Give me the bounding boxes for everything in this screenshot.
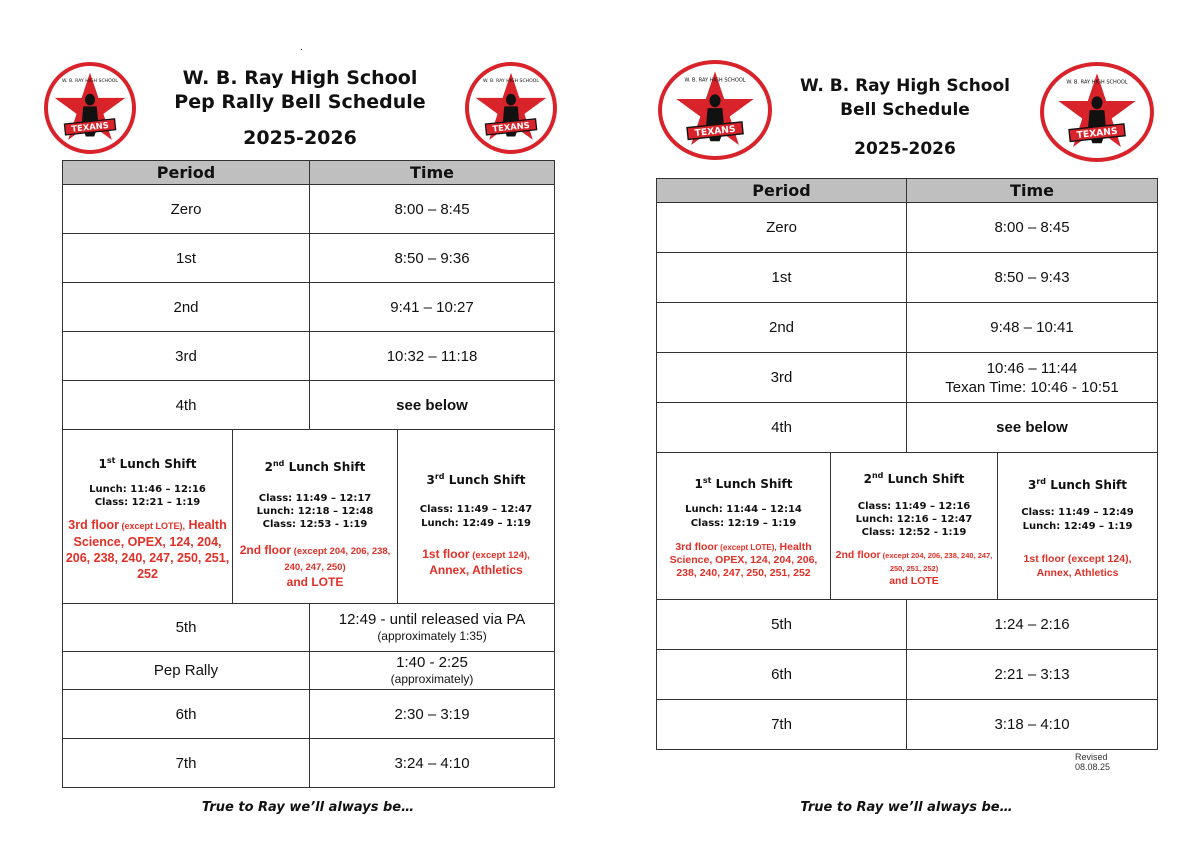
- time-cell: 8:00 – 8:45: [907, 203, 1158, 253]
- time-cell: 12:49 - until released via PA (approximately 1:35): [310, 604, 555, 652]
- period-cell: 3rd: [63, 332, 310, 381]
- school-year: 2025-2026: [854, 139, 956, 159]
- time-cell: 2:21 – 3:13: [907, 650, 1158, 700]
- lunch-time-line: Class: 12:21 – 1:19: [94, 496, 201, 508]
- lunch-shifts-row: [657, 453, 1158, 600]
- lunch-shift-1: [63, 430, 233, 604]
- table-row: [657, 403, 1158, 453]
- period-cell: 4th: [657, 403, 907, 453]
- lunch-locations: 3rd floor (except LOTE), Health Science, OPEX, 124, 204, 206, 238, 240, 247, 250, 251, 252: [669, 541, 818, 579]
- period-cell: Pep Rally: [63, 652, 310, 690]
- lunch-time-line: Lunch: 11:46 – 12:16: [89, 483, 206, 495]
- time-cell: 10:32 – 11:18: [310, 332, 555, 381]
- time-cell: 1:40 - 2:25 (approximately): [310, 652, 555, 690]
- table-row: [63, 185, 555, 234]
- table-row: [63, 332, 555, 381]
- time-cell: 3:18 – 4:10: [907, 700, 1158, 750]
- period-cell: 5th: [63, 604, 310, 652]
- time-cell: 2:30 – 3:19: [310, 690, 555, 739]
- svg-text:TEXANS: TEXANS: [70, 119, 110, 134]
- period-cell: 5th: [657, 600, 907, 650]
- period-cell: 6th: [63, 690, 310, 739]
- table-row: [63, 604, 555, 652]
- school-name: W. B. Ray High School: [182, 67, 418, 89]
- period-header: Period: [63, 161, 310, 185]
- texans-logo: [44, 62, 136, 154]
- lunch-locations: 2nd floor (except 204, 206, 238, 240, 247, 250) and LOTE: [239, 542, 391, 589]
- period-cell: 4th: [63, 381, 310, 430]
- period-cell: 6th: [657, 650, 907, 700]
- lunch-time-line: Class: 11:49 – 12:49: [1021, 506, 1134, 518]
- table-row: [657, 303, 1158, 353]
- star-icon: [48, 66, 132, 150]
- table-row: [63, 283, 555, 332]
- star-icon: [469, 66, 553, 150]
- table-row: [63, 739, 555, 788]
- school-name: W. B. Ray High School: [800, 76, 1010, 96]
- stray-dot: .: [300, 42, 303, 53]
- time-cell: see below: [907, 403, 1158, 453]
- lunch-locations: 1st floor (except 124), Annex, Athletics: [422, 546, 530, 577]
- lunch-locations: 2nd floor (except 204, 206, 238, 240, 247, 250, 251, 252) and LOTE: [835, 548, 993, 587]
- svg-text:W. B. RAY HIGH SCHOOL: W. B. RAY HIGH SCHOOL: [483, 78, 539, 84]
- lunch-shift-title: 3rd Lunch Shift: [1027, 476, 1128, 492]
- time-cell: 1:24 – 2:16: [907, 600, 1158, 650]
- time-cell: 8:50 – 9:43: [907, 253, 1158, 303]
- lunch-shift-title: 2nd Lunch Shift: [264, 458, 366, 474]
- period-cell: Zero: [657, 203, 907, 253]
- footer-motto: True to Ray we’ll always be…: [201, 800, 415, 815]
- lunch-time-line: Lunch: 12:49 – 1:19: [421, 517, 531, 529]
- schedule-title: [780, 74, 1030, 161]
- table-row: [657, 203, 1158, 253]
- lunch-time-line: Class: 12:19 – 1:19: [690, 518, 797, 529]
- period-cell: 2nd: [657, 303, 907, 353]
- lunch-time-line: Class: 11:49 – 12:47: [419, 503, 533, 515]
- lunch-shift-3: [398, 430, 555, 604]
- lunch-shift-title: 3rd Lunch Shift: [426, 471, 526, 487]
- texans-logo: [465, 62, 557, 154]
- lunch-locations: 3rd floor (except LOTE), Health Science, OPEX, 124, 204, 206, 238, 240, 247, 250, 251, 252: [65, 517, 230, 581]
- time-cell: 3:24 – 4:10: [310, 739, 555, 788]
- star-icon: [662, 64, 768, 156]
- time-header: Time: [310, 161, 555, 185]
- schedule-subtitle: Bell Schedule: [840, 100, 970, 120]
- lunch-time-line: Class: 11:49 – 12:16: [857, 500, 971, 512]
- period-cell: 1st: [657, 253, 907, 303]
- lunch-locations: 1st floor (except 124), Annex, Athletics: [1023, 552, 1132, 579]
- period-cell: Zero: [63, 185, 310, 234]
- table-row: [657, 650, 1158, 700]
- time-cell: 9:48 – 10:41: [907, 303, 1158, 353]
- svg-text:W. B. RAY HIGH SCHOOL: W. B. RAY HIGH SCHOOL: [684, 77, 746, 84]
- star-icon: [1044, 66, 1150, 158]
- table-row: [63, 652, 555, 690]
- lunch-shift-1: [657, 453, 831, 600]
- lunch-shift-2: [233, 430, 398, 604]
- revised-date: Revised 08.08.25: [1075, 752, 1111, 772]
- texans-logo: [1040, 62, 1154, 162]
- lunch-shift-title: 2nd Lunch Shift: [863, 470, 965, 486]
- lunch-shift-3: [998, 453, 1158, 600]
- time-cell: see below: [310, 381, 555, 430]
- period-cell: 7th: [63, 739, 310, 788]
- lunch-time-line: Class: 11:49 – 12:17: [258, 492, 372, 504]
- svg-text:W. B. RAY HIGH SCHOOL: W. B. RAY HIGH SCHOOL: [62, 78, 118, 84]
- svg-text:W. B. RAY HIGH SCHOOL: W. B. RAY HIGH SCHOOL: [1066, 79, 1128, 86]
- svg-text:TEXANS: TEXANS: [491, 119, 531, 134]
- texans-logo: [658, 60, 772, 160]
- bell-schedule-table: [656, 178, 1158, 750]
- lunch-time-line: Class: 12:53 - 1:19: [262, 518, 368, 530]
- table-row: [657, 353, 1158, 403]
- lunch-time-line: Class: 12:52 - 1:19: [861, 526, 967, 538]
- period-header: Period: [657, 179, 907, 203]
- lunch-time-line: Lunch: 12:16 – 12:47: [855, 513, 973, 525]
- period-cell: 3rd: [657, 353, 907, 403]
- svg-text:TEXANS: TEXANS: [694, 123, 737, 140]
- table-row: [63, 234, 555, 283]
- table-row: [63, 381, 555, 430]
- time-cell: 8:00 – 8:45: [310, 185, 555, 234]
- lunch-shift-2: [831, 453, 998, 600]
- pep-rally-schedule-table: [62, 160, 555, 788]
- time-header: Time: [907, 179, 1158, 203]
- period-cell: 1st: [63, 234, 310, 283]
- lunch-shift-title: 1st Lunch Shift: [694, 476, 793, 491]
- time-cell: 8:50 – 9:36: [310, 234, 555, 283]
- lunch-time-line: Lunch: 12:49 – 1:19: [1022, 520, 1133, 532]
- table-row: [657, 253, 1158, 303]
- lunch-shift-title: 1st Lunch Shift: [98, 455, 197, 471]
- lunch-shifts-row: [63, 430, 555, 604]
- lunch-time-line: Lunch: 12:18 – 12:48: [256, 505, 374, 517]
- table-row: [657, 700, 1158, 750]
- table-row: [657, 600, 1158, 650]
- lunch-time-line: Lunch: 11:44 – 12:14: [685, 504, 802, 515]
- schedule-subtitle: Pep Rally Bell Schedule: [174, 91, 426, 113]
- school-year: 2025-2026: [243, 127, 357, 149]
- footer-motto: True to Ray we’ll always be…: [800, 800, 1013, 815]
- svg-text:TEXANS: TEXANS: [1076, 125, 1119, 142]
- period-cell: 2nd: [63, 283, 310, 332]
- time-cell: 10:46 – 11:44 Texan Time: 10:46 - 10:51: [907, 353, 1158, 403]
- table-row: [63, 690, 555, 739]
- period-cell: 7th: [657, 700, 907, 750]
- schedule-title: [140, 66, 460, 150]
- time-cell: 9:41 – 10:27: [310, 283, 555, 332]
